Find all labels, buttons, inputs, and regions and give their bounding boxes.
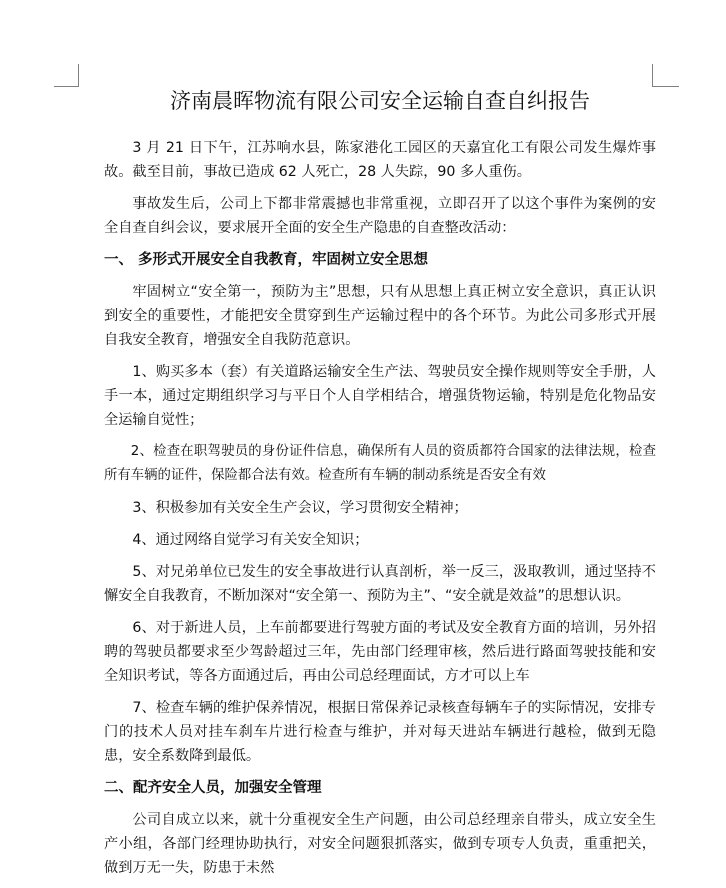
top-left-margin-mark — [54, 64, 79, 87]
paragraph-safety-management: 公司自成立以来，就十分重视安全生产问题，由公司总经理亲自带头，成立安全生产小组，各部门经理协助执行，对安全问题狠抓落实，做到专项专人负责，重重把关，做到万无一失，防患于未然 — [104, 812, 656, 876]
section-heading-2: 二、配齐安全人员，加强安全管理 — [104, 780, 322, 796]
paragraph-incident: 3 月 21 日下午，江苏响水县，陈家港化工园区的天嘉宜化工有限公司发生爆炸事故。截至目前，事故已造成 62 人死亡，28 人失踪，90 多人重伤。 — [104, 140, 656, 180]
paragraph-response: 事故发生后，公司上下都非常震撼也非常重视，立即召开了以这个事件为案例的安全自查自纠会议，要求展开全面的安全生产隐患的自查整改活动： — [104, 196, 656, 236]
paragraph-safety-thinking: 牢固树立“安全第一，预防为主”思想，只有从思想上真正树立安全意识，真正认识到安全的重要性，才能把安全贯穿到生产运输过程中的各个环节。为此公司多形式开展自我安全教育，增强安全自我防范意识。 — [104, 284, 656, 348]
list-item-2: 2、检查在职驾驶员的身份证件信息，确保所有人员的资质都符合国家的法律法规，检查所有车辆的证件，保险都合法有效。检查所有车辆的制动系统是否安全有效 — [104, 444, 656, 483]
list-item-6: 6、对于新进人员，上车前都要进行驾驶方面的考试及安全教育方面的培训，另外招聘的驾驶员都要求至少驾龄超过三年，先由部门经理审核，然后进行路面驾驶技能和安全知识考试，等各方面通过后，再由公司总经理面试，方才可以上车 — [104, 620, 656, 684]
top-right-margin-mark — [652, 64, 679, 87]
document-title: 济南晨晖物流有限公司安全运输自查自纠报告 — [170, 89, 590, 113]
list-item-3: 3、积极参加有关安全生产会议，学习贯彻安全精神； — [132, 500, 468, 516]
list-item-7: 7、检查车辆的维护保养情况，根据日常保养记录核查每辆车子的实际情况，安排专门的技术人员对挂车刹车片进行检查与维护，并对每天进站车辆进行越检，做到无隐患，安全系数降到最低。 — [104, 700, 656, 764]
list-item-4: 4、通过网络自觉学习有关安全知识； — [132, 532, 369, 548]
document-body — [104, 86, 656, 888]
list-item-1: 1、购买多本（套）有关道路运输安全生产法、驾驶员安全操作规则等安全手册，人手一本，通过定期组织学习与平日个人自学相结合，增强货物运输，特别是危化物品安全运输自觉性； — [104, 364, 656, 428]
list-item-5: 5、对兄弟单位已发生的安全事故进行认真剖析，举一反三，汲取教训，通过坚持不懈安全自我教育，不断加深对“安全第一、预防为主”、“安全就是效益”的思想认识。 — [104, 564, 656, 604]
section-heading-1: 一、 多形式开展安全自我教育，牢固树立安全思想 — [104, 252, 429, 268]
